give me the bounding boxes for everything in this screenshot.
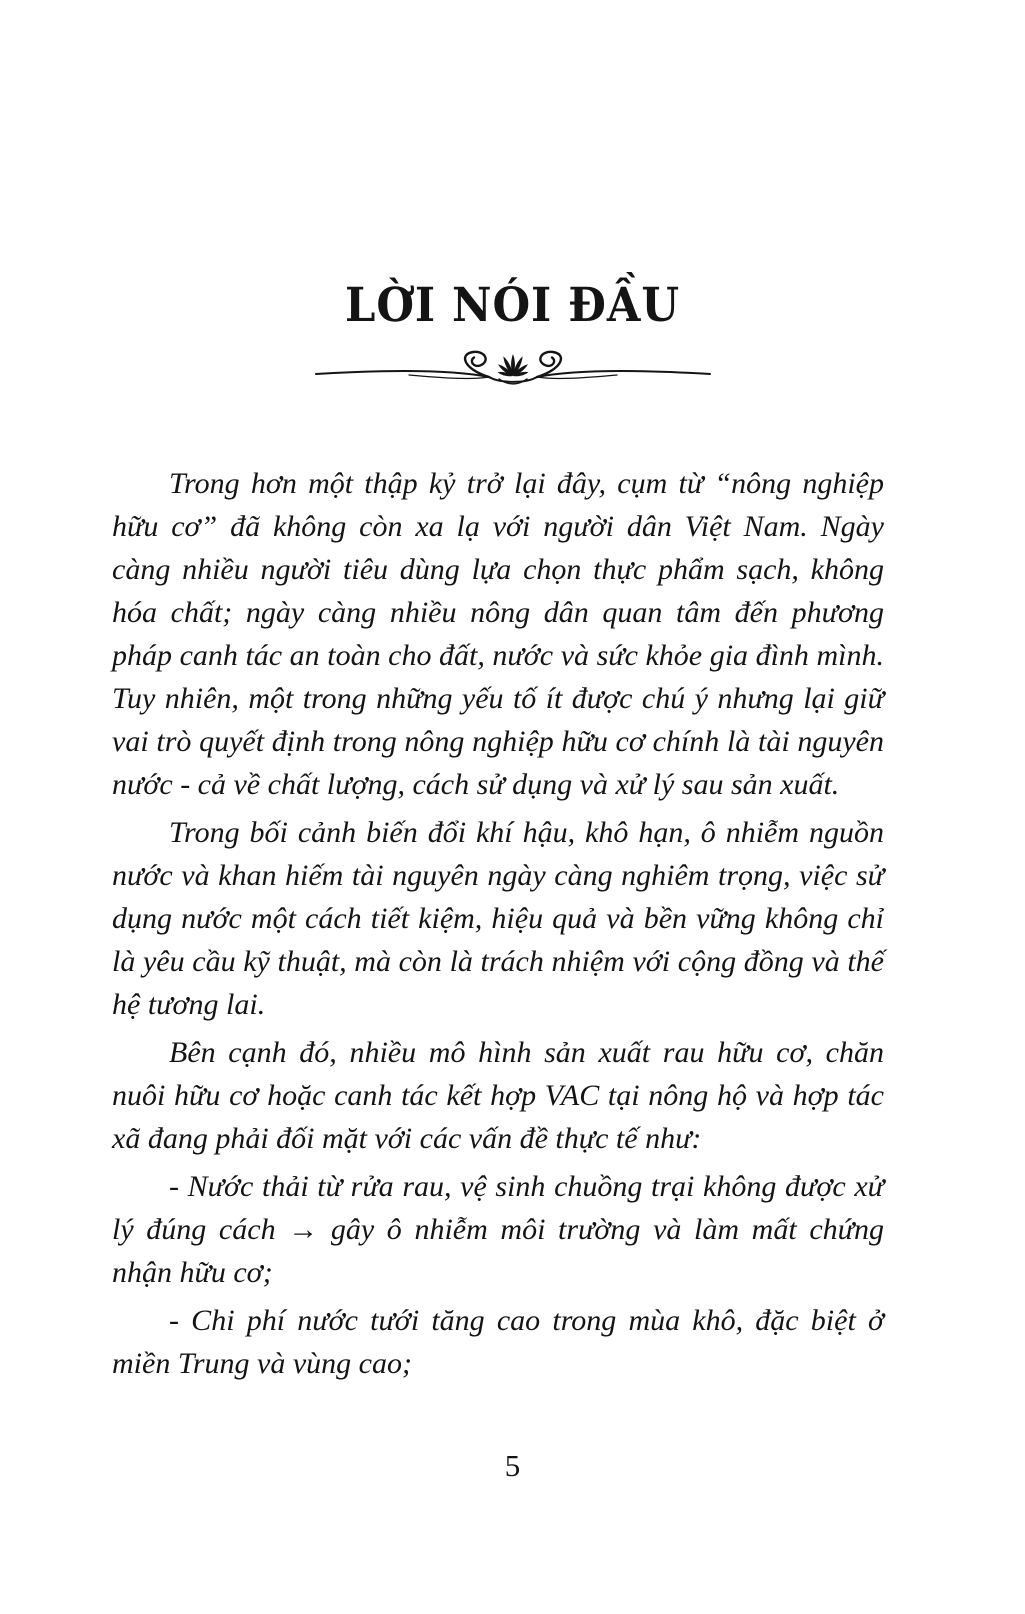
page-title: LỜI NÓI ĐẦU [345, 278, 680, 333]
flourish-divider-icon [313, 347, 713, 391]
paragraph: - Chi phí nước tưới tăng cao trong mùa khô, đặc biệt ở miền Trung và vùng cao; [112, 1304, 884, 1380]
paragraph: - Nước thải từ rửa rau, vệ sinh chuồng trại không được xử lý đúng cách → gây ô nhiễm môi trường và làm mất chứng nhận hữu cơ; [112, 1170, 884, 1289]
decorative-divider [0, 347, 1025, 391]
body-text [112, 462, 884, 1390]
page-number: 5 [504, 1448, 521, 1483]
paragraph: Trong hơn một thập kỷ trở lại đây, cụm từ “nông nghiệp hữu cơ” đã không còn xa lạ với người dân Việt Nam. Ngày càng nhiều người tiêu dùng lựa chọn thực phẩm sạch, không hóa chất; ngày càng nhiều nông dân quan tâm đến phương pháp canh tác an toàn cho đất, nước và sức khỏe gia đình mình. Tuy nhiên, một trong những yếu tố ít được chú ý nhưng lại giữ vai trò quyết định trong nông nghiệp hữu cơ chính là tài nguyên nước - cả về chất lượng, cách sử dụng và xử lý sau sản xuất. [112, 467, 884, 801]
paragraph: Trong bối cảnh biến đổi khí hậu, khô hạn, ô nhiễm nguồn nước và khan hiếm tài nguyên ngày càng nghiêm trọng, việc sử dụng nước một cách tiết kiệm, hiệu quả và bền vững không chỉ là yêu cầu kỹ thuật, mà còn là trách nhiệm với cộng đồng và thế hệ tương lai. [112, 816, 884, 1021]
paragraph: Bên cạnh đó, nhiều mô hình sản xuất rau hữu cơ, chăn nuôi hữu cơ hoặc canh tác kết hợp VAC tại nông hộ và hợp tác xã đang phải đối mặt với các vấn đề thực tế như: [112, 1036, 884, 1155]
